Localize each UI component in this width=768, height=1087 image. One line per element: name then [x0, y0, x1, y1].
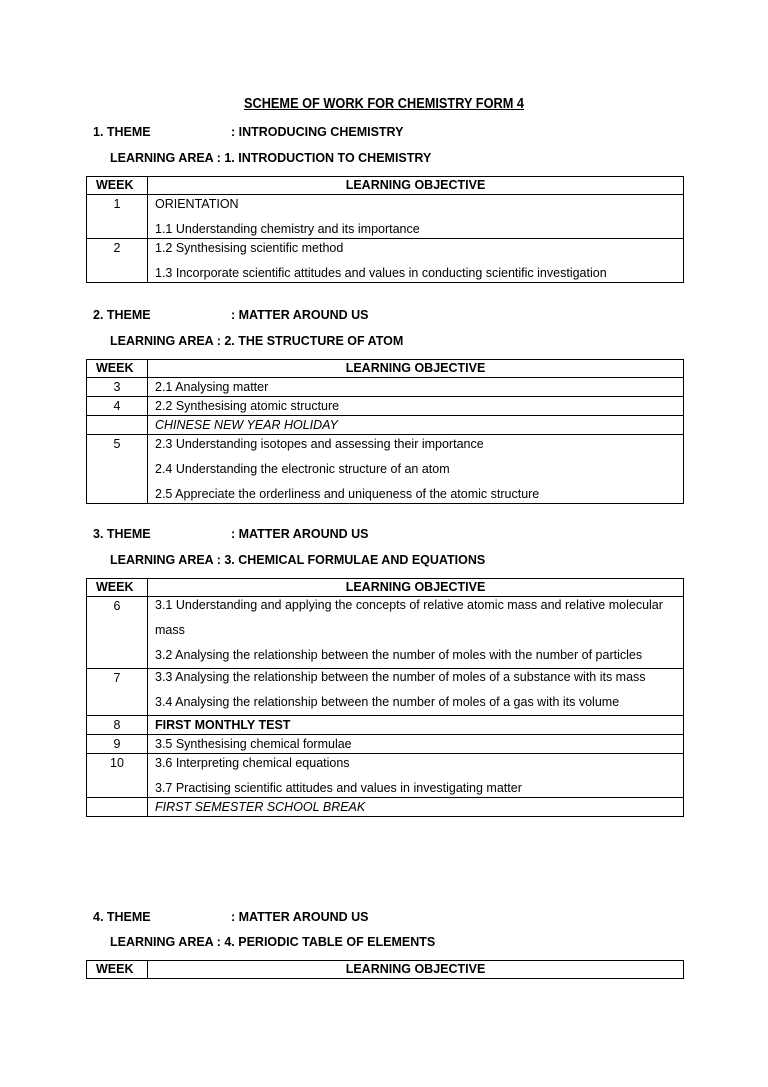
objective: 3.5 Synthesising chemical formulae: [155, 737, 352, 751]
theme-value: : MATTER AROUND US: [231, 527, 369, 541]
week-cell: 6: [87, 597, 148, 669]
table-section-3: [86, 578, 684, 817]
table-row: [87, 378, 684, 397]
objective: 2.4 Understanding the electronic structure of an atom: [155, 462, 450, 476]
objective-cell: [148, 397, 684, 416]
objective-cell: [148, 435, 684, 504]
objective-cell: [148, 735, 684, 754]
table-row: [87, 597, 684, 669]
table-row: [87, 798, 684, 817]
objective-cell: [148, 416, 684, 435]
week-cell: 4: [87, 397, 148, 416]
objective: 3.3 Analysing the relationship between the number of moles of a substance with its mass: [155, 670, 646, 684]
objective: 2.2 Synthesising atomic structure: [155, 399, 340, 413]
objective: 2.3 Understanding isotopes and assessing their importance: [155, 437, 484, 451]
page-title: SCHEME OF WORK FOR CHEMISTRY FORM 4: [243, 96, 525, 112]
table-row: [87, 735, 684, 754]
objective-cell: [148, 597, 684, 669]
table-row: [87, 195, 684, 239]
table-row: [87, 239, 684, 283]
learning-area-4: LEARNING AREA : 4. PERIODIC TABLE OF ELEMENTS: [110, 935, 436, 949]
table-row: [87, 435, 684, 504]
theme-value: : MATTER AROUND US: [231, 308, 369, 322]
learning-area-2: LEARNING AREA : 2. THE STRUCTURE OF ATOM: [110, 334, 404, 348]
objective-cell: [148, 754, 684, 798]
objective-cell: [148, 239, 684, 283]
theme-3: [93, 527, 369, 541]
objective-header: LEARNING OBJECTIVE: [148, 177, 684, 195]
week-cell: 5: [87, 435, 148, 504]
week-cell: 1: [87, 195, 148, 239]
holiday-note: CHINESE NEW YEAR HOLIDAY: [155, 418, 338, 432]
theme-value: : INTRODUCING CHEMISTRY: [231, 125, 404, 139]
learning-area-3: LEARNING AREA : 3. CHEMICAL FORMULAE AND EQUATIONS: [110, 553, 486, 567]
objective: 2.1 Analysing matter: [155, 380, 269, 394]
objective: 3.2 Analysing the relationship between the number of moles with the number of particles: [155, 648, 643, 662]
week-cell: [87, 798, 148, 817]
objective: 1.3 Incorporate scientific attitudes and values in conducting scientific investigation: [155, 266, 607, 280]
theme-value: : MATTER AROUND US: [231, 910, 369, 924]
table-row: [87, 754, 684, 798]
objective-cell: [148, 195, 684, 239]
objective-header: LEARNING OBJECTIVE: [148, 961, 684, 979]
week-header: WEEK: [87, 579, 148, 597]
table-section-2: [86, 359, 684, 504]
theme-label: 1. THEME: [93, 125, 151, 139]
school-break-note: FIRST SEMESTER SCHOOL BREAK: [155, 800, 366, 814]
theme-4: [93, 910, 369, 924]
table-section-4: [86, 960, 684, 979]
week-cell: 8: [87, 716, 148, 735]
week-cell: [87, 416, 148, 435]
objective: 1.1 Understanding chemistry and its importance: [155, 222, 420, 236]
objective-header: LEARNING OBJECTIVE: [148, 360, 684, 378]
objective-cell: [148, 716, 684, 735]
objective: 2.5 Appreciate the orderliness and uniqueness of the atomic structure: [155, 487, 540, 501]
objective-header: LEARNING OBJECTIVE: [148, 579, 684, 597]
objective: 3.4 Analysing the relationship between the number of moles of a gas with its volume: [155, 695, 620, 709]
table-row: [87, 669, 684, 716]
objective: ORIENTATION: [155, 197, 239, 211]
objective-cell: [148, 669, 684, 716]
table-row: [87, 716, 684, 735]
theme-label: 3. THEME: [93, 527, 151, 541]
week-cell: 7: [87, 669, 148, 716]
table-row: [87, 397, 684, 416]
monthly-test-note: FIRST MONTHLY TEST: [155, 718, 291, 732]
table-section-1: [86, 176, 684, 283]
theme-label: 2. THEME: [93, 308, 151, 322]
objective: 1.2 Synthesising scientific method: [155, 241, 344, 255]
theme-2: [93, 308, 369, 322]
objective: 3.1 Understanding and applying the concepts of relative atomic mass and relative molecular mass: [155, 598, 663, 637]
theme-label: 4. THEME: [93, 910, 151, 924]
week-cell: 9: [87, 735, 148, 754]
week-cell: 10: [87, 754, 148, 798]
objective-cell: [148, 798, 684, 817]
week-header: WEEK: [87, 961, 148, 979]
objective: 3.6 Interpreting chemical equations: [155, 756, 350, 770]
week-header: WEEK: [87, 360, 148, 378]
week-cell: 3: [87, 378, 148, 397]
objective-cell: [148, 378, 684, 397]
table-row: [87, 416, 684, 435]
week-header: WEEK: [87, 177, 148, 195]
objective: 3.7 Practising scientific attitudes and values in investigating matter: [155, 781, 522, 795]
theme-1: [93, 125, 403, 139]
week-cell: 2: [87, 239, 148, 283]
learning-area-1: LEARNING AREA : 1. INTRODUCTION TO CHEMISTRY: [110, 151, 432, 165]
